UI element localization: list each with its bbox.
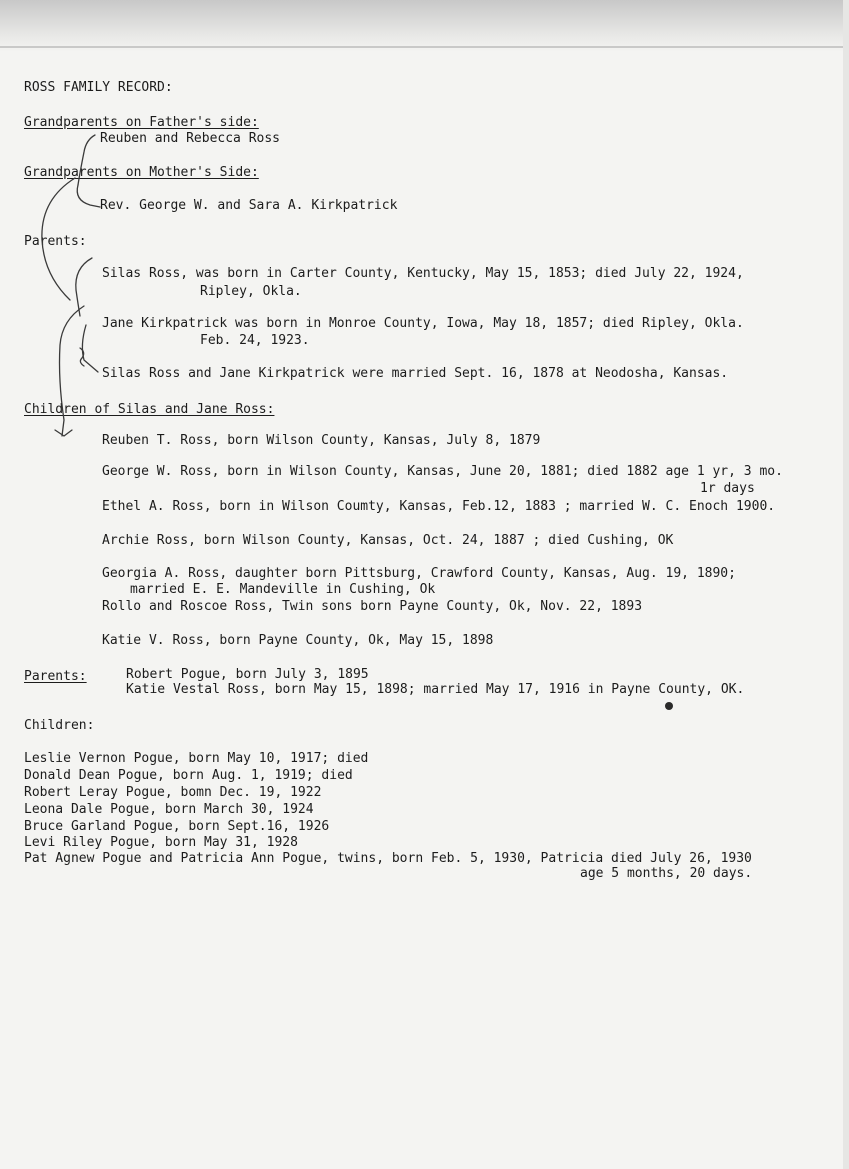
child-ethel: Ethel A. Ross, born in Wilson Coumty, Kansas, Feb.12, 1883 ; married W. C. Enoch 1900. bbox=[102, 499, 776, 514]
marriage-line: Silas Ross and Jane Kirkpatrick were married Sept. 16, 1878 at Neodosha, Kansas. bbox=[102, 366, 729, 381]
bracket-parents-c bbox=[82, 325, 98, 372]
child-george-line-2: 1r days bbox=[700, 481, 755, 496]
ink-dot bbox=[665, 702, 673, 710]
record-title: ROSS FAMILY RECORD: bbox=[24, 80, 173, 95]
list-item: Robert Leray Pogue, bomn Dec. 19, 1922 bbox=[24, 785, 322, 800]
silas-line-1: Silas Ross, was born in Carter County, Kentucky, May 15, 1853; died July 22, 1924, bbox=[102, 266, 744, 281]
list-item: Bruce Garland Pogue, born Sept.16, 1926 bbox=[24, 819, 330, 834]
bracket-big-curve bbox=[42, 178, 75, 300]
children-heading: Children of Silas and Jane Ross: bbox=[24, 402, 275, 417]
grandparents-father-heading: Grandparents on Father's side: bbox=[24, 115, 259, 130]
bracket-parents-b bbox=[60, 306, 85, 436]
child-georgia-line-1: Georgia A. Ross, daughter born Pittsburg, Crawford County, Kansas, Aug. 19, 1890; bbox=[102, 566, 736, 581]
child-georgia-line-2: married E. E. Mandeville in Cushing, Ok bbox=[130, 582, 436, 597]
jane-line-1: Jane Kirkpatrick was born in Monroe County, Iowa, May 18, 1857; died Ripley, Okla. bbox=[102, 316, 744, 331]
list-item: Leona Dale Pogue, born March 30, 1924 bbox=[24, 802, 314, 817]
bracket-mother-line bbox=[77, 185, 100, 207]
children2-heading: Children: bbox=[24, 718, 95, 733]
list-item: Pat Agnew Pogue and Patricia Ann Pogue, twins, born Feb. 5, 1930, Patricia died July 26, 1930 bbox=[24, 851, 752, 866]
child-katie: Katie V. Ross, born Payne County, Ok, May 15, 1898 bbox=[102, 633, 494, 648]
bracket-father-line bbox=[78, 135, 95, 185]
child-george-line-1: George W. Ross, born in Wilson County, Kansas, June 20, 1881; died 1882 age 1 yr, 3 mo. bbox=[102, 464, 783, 479]
child-reuben: Reuben T. Ross, born Wilson County, Kansas, July 8, 1879 bbox=[102, 433, 541, 448]
patricia-age-line: age 5 months, 20 days. bbox=[580, 866, 753, 881]
list-item: Donald Dean Pogue, born Aug. 1, 1919; died bbox=[24, 768, 353, 783]
parents-heading: Parents: bbox=[24, 234, 87, 249]
child-rollo-roscoe: Rollo and Roscoe Ross, Twin sons born Payne County, Ok, Nov. 22, 1893 bbox=[102, 599, 643, 614]
parent-katie: Katie Vestal Ross, born May 15, 1898; married May 17, 1916 in Payne County, OK. bbox=[126, 682, 745, 697]
arrow-head bbox=[55, 430, 72, 436]
parents2-heading: Parents: bbox=[24, 669, 87, 684]
jane-line-2: Feb. 24, 1923. bbox=[200, 333, 310, 348]
grandparents-mother-names: Rev. George W. and Sara A. Kirkpatrick bbox=[100, 198, 398, 213]
silas-line-2: Ripley, Okla. bbox=[200, 284, 302, 299]
list-item: Leslie Vernon Pogue, born May 10, 1917; died bbox=[24, 751, 369, 766]
grandparents-father-names: Reuben and Rebecca Ross bbox=[100, 131, 281, 146]
bracket-parents-a bbox=[76, 258, 92, 316]
child-archie: Archie Ross, born Wilson County, Kansas, Oct. 24, 1887 ; died Cushing, OK bbox=[102, 533, 674, 548]
parent-robert: Robert Pogue, born July 3, 1895 bbox=[126, 667, 369, 682]
list-item: Levi Riley Pogue, born May 31, 1928 bbox=[24, 835, 298, 850]
grandparents-mother-heading: Grandparents on Mother's Side: bbox=[24, 165, 259, 180]
